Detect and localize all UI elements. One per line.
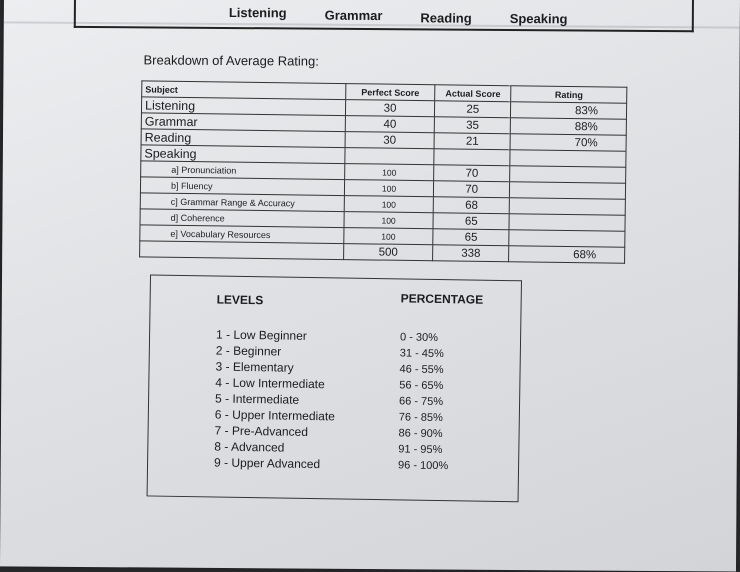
header-perfect-score: Perfect Score bbox=[346, 84, 436, 101]
rating-cell: 70% bbox=[510, 134, 626, 152]
actual-cell: 70 bbox=[434, 181, 510, 198]
top-label-listening: Listening bbox=[228, 5, 287, 21]
top-skill-labels bbox=[229, 3, 569, 26]
total-perfect-cell: 500 bbox=[343, 244, 433, 261]
list-item: 5 - Intermediate bbox=[214, 391, 300, 407]
rating-cell bbox=[510, 166, 626, 184]
rating-cell bbox=[510, 150, 626, 168]
actual-cell: 65 bbox=[433, 229, 509, 246]
list-item: 2 - Beginner bbox=[215, 343, 282, 359]
actual-cell bbox=[434, 149, 510, 166]
list-item: 56 - 65% bbox=[399, 379, 444, 393]
subject-cell: Reading bbox=[141, 129, 345, 148]
subject-cell: Listening bbox=[141, 97, 345, 116]
actual-cell: 68 bbox=[433, 197, 509, 214]
subject-cell: Speaking bbox=[141, 145, 345, 164]
perfect-cell: 100 bbox=[344, 180, 434, 197]
levels-box bbox=[147, 274, 522, 502]
rating-cell bbox=[510, 182, 626, 200]
subject-cell: e] Vocabulary Resources bbox=[140, 225, 344, 244]
score-table bbox=[139, 80, 627, 263]
levels-header: LEVELS bbox=[216, 292, 264, 308]
list-item: 76 - 85% bbox=[398, 411, 443, 425]
rating-cell bbox=[509, 230, 625, 248]
perfect-cell: 40 bbox=[345, 116, 435, 133]
perfect-cell: 30 bbox=[345, 100, 435, 117]
header-actual-score: Actual Score bbox=[435, 85, 511, 102]
top-label-speaking: Speaking bbox=[509, 10, 568, 27]
list-item: 31 - 45% bbox=[399, 347, 444, 361]
subject-cell: a] Pronunciation bbox=[141, 161, 345, 180]
rating-cell bbox=[509, 214, 625, 232]
perfect-cell: 100 bbox=[344, 228, 434, 245]
top-label-reading: Reading bbox=[420, 10, 472, 26]
level-list bbox=[214, 327, 336, 473]
list-item: 8 - Advanced bbox=[214, 439, 285, 455]
actual-cell: 65 bbox=[433, 213, 509, 230]
actual-cell: 35 bbox=[434, 117, 510, 134]
list-item: 7 - Pre-Advanced bbox=[214, 423, 309, 439]
list-item: 3 - Elementary bbox=[215, 359, 294, 375]
rating-cell bbox=[509, 198, 625, 216]
total-actual-cell: 338 bbox=[433, 245, 509, 262]
perfect-cell: 100 bbox=[344, 164, 434, 181]
rating-cell: 88% bbox=[510, 118, 626, 136]
percentage-list bbox=[398, 329, 450, 474]
total-label-cell bbox=[140, 241, 344, 260]
perfect-cell bbox=[345, 148, 435, 165]
actual-cell: 25 bbox=[435, 101, 511, 118]
list-item: 9 - Upper Advanced bbox=[213, 455, 321, 472]
subject-cell: c] Grammar Range & Accuracy bbox=[140, 193, 344, 212]
perfect-cell: 100 bbox=[344, 196, 434, 213]
list-item: 91 - 95% bbox=[398, 443, 443, 457]
perfect-cell: 30 bbox=[345, 132, 435, 149]
perfect-cell: 100 bbox=[344, 212, 434, 229]
actual-cell: 21 bbox=[434, 133, 510, 150]
list-item: 6 - Upper Intermediate bbox=[214, 407, 336, 424]
subject-cell: Grammar bbox=[141, 113, 345, 132]
percentage-header: PERCENTAGE bbox=[400, 291, 484, 307]
top-label-grammar: Grammar bbox=[324, 7, 383, 24]
list-item: 46 - 55% bbox=[399, 363, 444, 377]
list-item: 86 - 90% bbox=[398, 427, 443, 441]
list-item: 1 - Low Beginner bbox=[215, 327, 307, 343]
header-subject: Subject bbox=[142, 81, 346, 100]
list-item: 66 - 75% bbox=[398, 395, 444, 409]
subject-cell: b] Fluency bbox=[140, 177, 344, 196]
breakdown-title: Breakdown of Average Rating: bbox=[143, 52, 319, 69]
header-rating: Rating bbox=[511, 86, 627, 104]
subject-cell: d] Coherence bbox=[140, 209, 344, 228]
list-item: 96 - 100% bbox=[397, 459, 449, 473]
actual-cell: 70 bbox=[434, 165, 510, 182]
list-item: 4 - Low Intermediate bbox=[215, 375, 325, 392]
rating-cell: 83% bbox=[511, 102, 627, 120]
list-item: 0 - 30% bbox=[399, 331, 439, 344]
total-rating-cell: 68% bbox=[509, 246, 625, 264]
